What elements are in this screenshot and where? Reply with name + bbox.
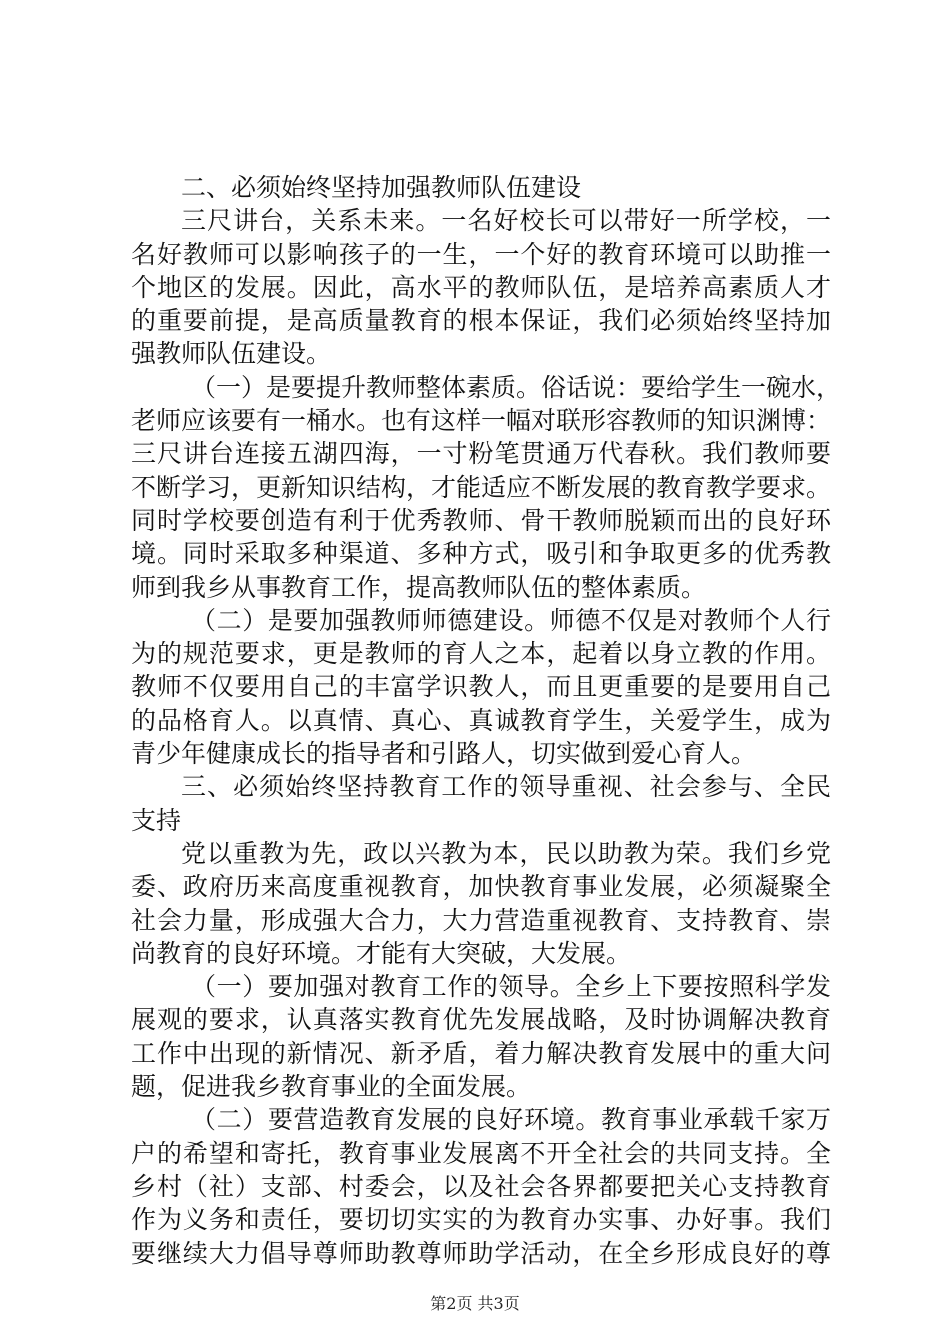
text-line: 不断学习，更新知识结构，才能适应不断发展的教育教学要求。 — [131, 472, 832, 502]
text-line: 强教师队伍建设。 — [131, 339, 332, 369]
text-line: 老师应该要有一桶水。也有这样一幅对联形容教师的知识渊博： — [131, 406, 832, 436]
text-line: 题，促进我乡教育事业的全面发展。 — [131, 1072, 532, 1102]
text-line: 二、必须始终坚持加强教师队伍建设 — [181, 173, 582, 202]
text-line: 师到我乡从事教育工作，提高教师队伍的整体素质。 — [131, 572, 707, 602]
text-line: 三、必须始终坚持教育工作的领导重视、社会参与、全民 — [181, 772, 831, 802]
text-line: 展观的要求，认真落实教育优先发展战略，及时协调解决教育 — [131, 1005, 831, 1035]
text-line: 党以重教为先，政以兴教为本，民以助教为荣。我们乡党 — [181, 838, 831, 868]
text-line: 作为义务和责任，要切切实实的为教育办实事、办好事。我们 — [131, 1205, 831, 1235]
text-line: 户的希望和寄托，教育事业发展离不开全社会的共同支持。全 — [131, 1138, 831, 1168]
text-line: （一）要加强对教育工作的领导。全乡上下要按照科学发 — [191, 972, 831, 1002]
text-line: （二）要营造教育发展的良好环境。教育事业承载千家万 — [191, 1105, 831, 1135]
text-line: 三尺讲台连接五湖四海，一寸粉笔贯通万代春秋。我们教师要 — [131, 439, 831, 469]
text-line: 社会力量，形成强大合力，大力营造重视教育、支持教育、崇 — [131, 905, 831, 935]
text-line: 名好教师可以影响孩子的一生，一个好的教育环境可以助推一 — [131, 239, 831, 269]
text-line: 尚教育的良好环境。才能有大突破，大发展。 — [131, 938, 632, 968]
text-line: 工作中出现的新情况、新矛盾，着力解决教育发展中的重大问 — [131, 1038, 831, 1068]
text-line: 乡村（社）支部、村委会，以及社会各界都要把关心支持教育 — [131, 1171, 831, 1201]
page-footer: 第2页 共3页 — [430, 1294, 520, 1313]
text-line: 支持 — [131, 805, 182, 835]
text-line: 境。同时采取多种渠道、多种方式，吸引和争取更多的优秀教 — [131, 539, 831, 569]
text-line: 同时学校要创造有利于优秀教师、骨干教师脱颖而出的良好环 — [131, 505, 831, 535]
text-line: 为的规范要求，更是教师的育人之本，起着以身立教的作用。 — [131, 639, 831, 669]
text-line: 委、政府历来高度重视教育，加快教育事业发展，必须凝聚全 — [131, 872, 831, 902]
text-line: 三尺讲台，关系未来。一名好校长可以带好一所学校，一 — [181, 206, 831, 236]
text-line: 个地区的发展。因此，高水平的教师队伍，是培养高素质人才 — [131, 272, 831, 302]
text-line: （二）是要加强教师师德建设。师德不仅是对教师个人行 — [191, 605, 831, 635]
text-line: （一）是要提升教师整体素质。俗话说：要给学生一碗水， — [191, 372, 842, 402]
text-line: 教师不仅要用自己的丰富学识教人，而且更重要的是要用自己 — [131, 672, 831, 702]
text-line: 要继续大力倡导尊师助教尊师助学活动，在全乡形成良好的尊 — [131, 1238, 831, 1268]
document-body — [131, 171, 842, 1270]
text-line: 的重要前提，是高质量教育的根本保证，我们必须始终坚持加 — [131, 306, 831, 336]
text-line: 青少年健康成长的指导者和引路人，切实做到爱心育人。 — [131, 739, 757, 769]
text-line: 的品格育人。以真情、真心、真诚教育学生，关爱学生，成为 — [131, 705, 831, 735]
